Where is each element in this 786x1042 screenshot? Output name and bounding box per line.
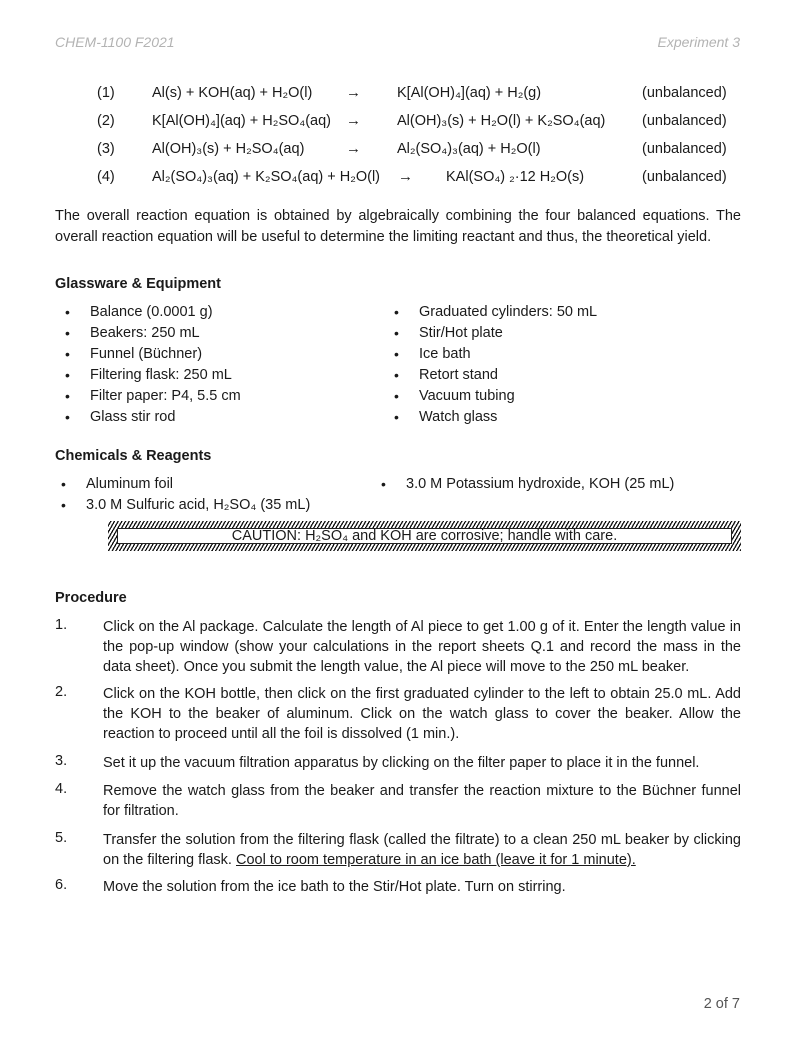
step-2-number: 2.: [55, 684, 68, 700]
list-item: • Beakers: 250 mL: [90, 323, 241, 344]
page-number: 2 of 7: [703, 996, 740, 1012]
equation-4-products: KAl(SO₄) ₂·12 H₂O(s): [446, 169, 585, 185]
chemicals-heading: Chemicals & Reagents: [55, 448, 212, 464]
step-4-text: Remove the watch glass from the beaker and transfer the reaction mixture to the Büchner funnel for filtration.: [103, 783, 741, 819]
course-code: CHEM-1100 F2021: [55, 34, 175, 50]
step-5-text: Transfer the solution from the filtering flask (called the filtrate) to a clean 250 mL beaker by clicking on the filtering flask.: [103, 832, 741, 868]
equation-3-status: (unbalanced): [642, 141, 727, 157]
chemicals-list-right: [406, 474, 674, 495]
equation-4-arrow: →: [398, 168, 413, 185]
equation-4-reactants: Al₂(SO₄)₃(aq) + K₂SO₄(aq) + H₂O(l): [152, 169, 380, 185]
list-item: • Watch glass: [419, 407, 597, 428]
equation-3-reactants: Al(OH)₃(s) + H₂SO₄(aq): [152, 141, 305, 157]
equation-3-products: Al₂(SO₄)₃(aq) + H₂O(l): [397, 141, 541, 157]
list-item: • Funnel (Büchner): [90, 344, 241, 365]
equation-1-status: (unbalanced): [642, 85, 727, 101]
step-2-text: Click on the KOH bottle, then click on the first graduated cylinder to the left to obtain 25.0 mL. Add the KOH to the beaker of aluminum. Click on the watch glass to cover the beaker. Allow the reaction to proceed until all the foil is dissolved (1 min.).: [103, 686, 741, 742]
list-item: • Filtering flask: 250 mL: [90, 365, 241, 386]
caution-box: [108, 521, 741, 551]
procedure-heading: Procedure: [55, 590, 127, 606]
step-3-text: Set it up the vacuum filtration apparatus by clicking on the filter paper to place it in the funnel.: [103, 755, 700, 771]
list-item: • Retort stand: [419, 365, 597, 386]
step-4-number: 4.: [55, 781, 68, 797]
overall-reaction-paragraph: The overall reaction equation is obtained by algebraically combining the four balanced equations. The overall reaction equation will be useful to determine the limiting reactant and thus, the theoretical yield.: [55, 208, 741, 245]
glassware-heading: Glassware & Equipment: [55, 276, 221, 292]
step-5-block: [103, 830, 741, 870]
list-item: • Stir/Hot plate: [419, 323, 597, 344]
step-1-number: 1.: [55, 617, 68, 633]
list-item: • 3.0 M Potassium hydroxide, KOH (25 mL): [406, 474, 674, 495]
list-item: • Balance (0.0001 g): [90, 302, 241, 323]
step-1-text: Click on the Al package. Calculate the length of Al piece to get 1.00 g of it. Enter the length value in the pop-up window (show your calculations in the report sheets Q.1 and record the mass in the data sheet). Once you submit the length value, the Al piece will move to the 250 mL beaker.: [103, 619, 741, 675]
equation-1-number: (1): [97, 85, 115, 101]
glassware-list-right: [419, 302, 597, 428]
equation-2-arrow: →: [346, 112, 361, 129]
caution-text: CAUTION: H₂SO₄ and KOH are corrosive; handle with care.: [117, 528, 732, 544]
list-item: • Filter paper: P4, 5.5 cm: [90, 386, 241, 407]
equation-2-reactants: K[Al(OH)₄](aq) + H₂SO₄(aq): [152, 113, 332, 129]
step-5-underlined-note: Cool to room temperature in an ice bath (leave it for 1 minute).: [236, 852, 636, 868]
step-3-number: 3.: [55, 753, 68, 769]
experiment-label: Experiment 3: [657, 34, 740, 50]
glassware-list-left: [90, 302, 241, 428]
list-item: • Ice bath: [419, 344, 597, 365]
equation-2-products: Al(OH)₃(s) + H₂O(l) + K₂SO₄(aq): [397, 113, 606, 129]
step-6-number: 6.: [55, 877, 68, 893]
list-item: • Glass stir rod: [90, 407, 241, 428]
list-item: • 3.0 M Sulfuric acid, H₂SO₄ (35 mL): [86, 495, 310, 516]
list-item: • Vacuum tubing: [419, 386, 597, 407]
equation-1-arrow: →: [346, 84, 361, 101]
chemicals-list-left: [86, 474, 310, 516]
equation-1-products: K[Al(OH)₄](aq) + H₂(g): [397, 85, 542, 101]
equation-2-status: (unbalanced): [642, 113, 727, 129]
step-5-number: 5.: [55, 830, 68, 846]
list-item: • Aluminum foil: [86, 474, 310, 495]
step-6-text: Move the solution from the ice bath to the Stir/Hot plate. Turn on stirring.: [103, 879, 566, 895]
list-item: • Graduated cylinders: 50 mL: [419, 302, 597, 323]
equation-2-number: (2): [97, 113, 115, 129]
equation-3-arrow: →: [346, 140, 361, 157]
equation-1-reactants: Al(s) + KOH(aq) + H₂O(l): [152, 85, 313, 101]
equation-4-status: (unbalanced): [642, 169, 727, 185]
equation-4-number: (4): [97, 169, 115, 185]
equation-3-number: (3): [97, 141, 115, 157]
